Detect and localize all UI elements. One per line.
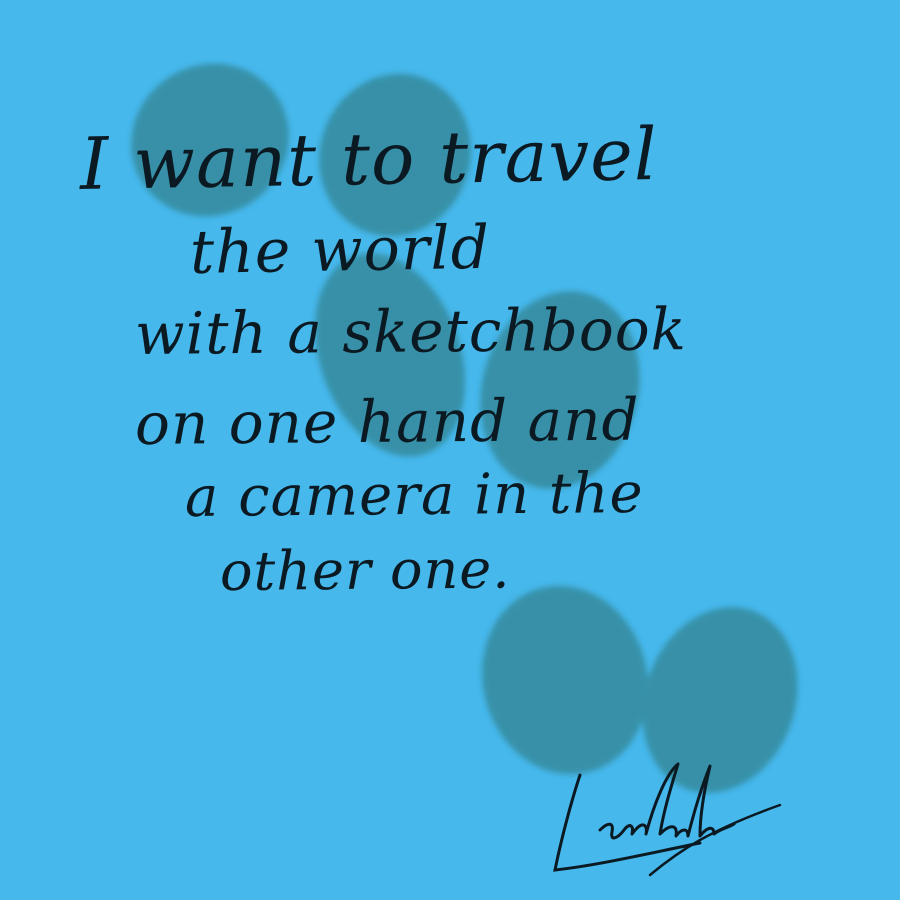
note-line-3: with a sketchbook: [134, 295, 688, 368]
signature: [540, 735, 800, 885]
note-line-6: other one.: [219, 537, 511, 603]
note-line-4: on one hand and: [134, 385, 640, 458]
note-line-2: the world: [189, 212, 491, 288]
note-line-1: I want to travel: [79, 111, 659, 206]
note-line-5: a camera in the: [184, 460, 644, 530]
